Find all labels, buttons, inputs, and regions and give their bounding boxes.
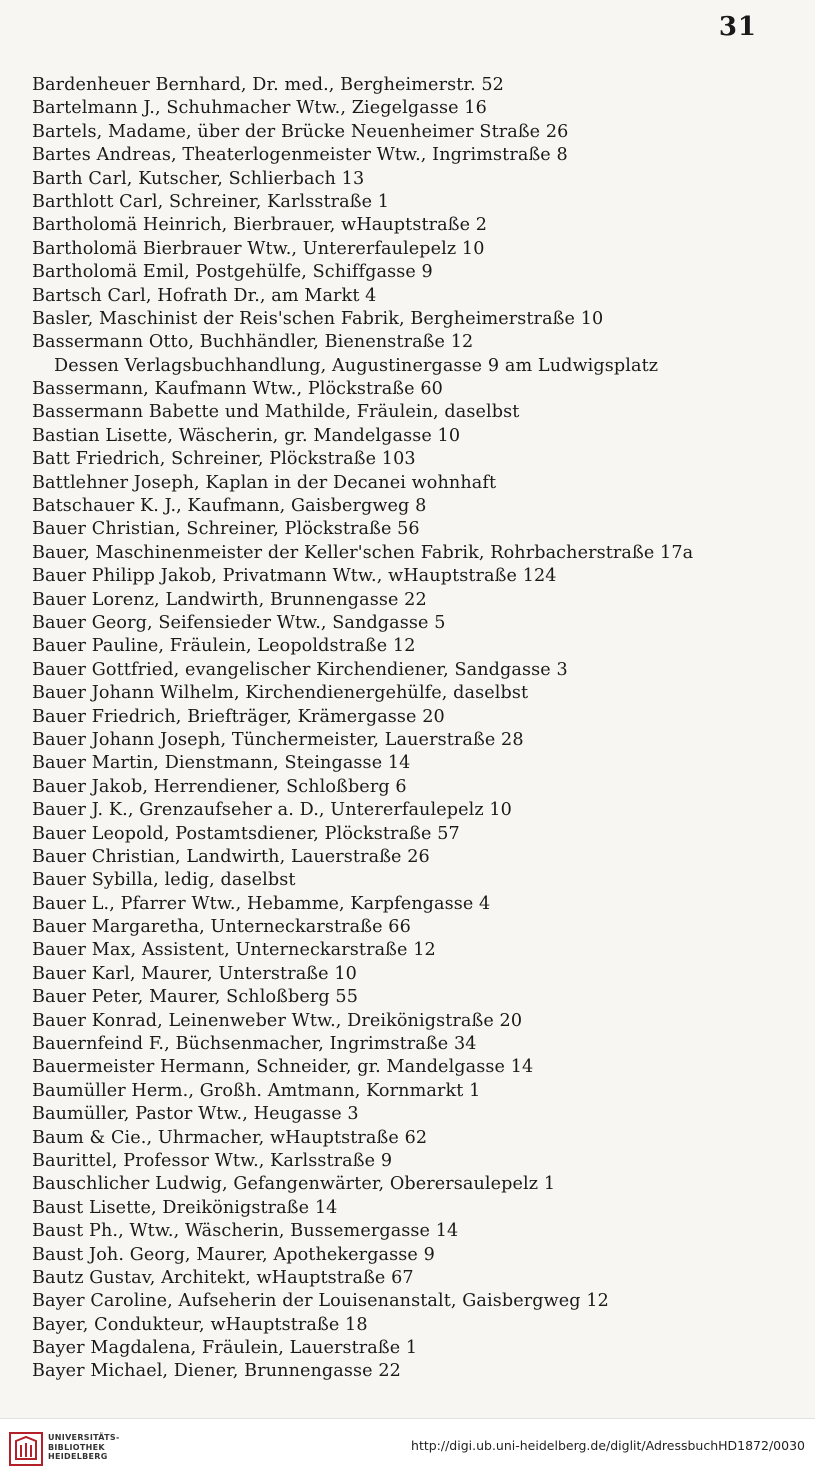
- address-entry: Barth Carl, Kutscher, Schlierbach 13: [32, 168, 365, 189]
- address-entry: Bauer Karl, Maurer, Unterstraße 10: [32, 963, 357, 984]
- address-entry: Bauer L., Pfarrer Wtw., Hebamme, Karpfengasse 4: [32, 893, 491, 914]
- address-entry: Bartsch Carl, Hofrath Dr., am Markt 4: [32, 285, 377, 306]
- address-entry: Baust Joh. Georg, Maurer, Apothekergasse 9: [32, 1244, 435, 1265]
- address-entry: Bartels, Madame, über der Brücke Neuenheimer Straße 26: [32, 121, 569, 142]
- address-entry: Baust Lisette, Dreikönigstraße 14: [32, 1197, 338, 1218]
- address-entry: Bardenheuer Bernhard, Dr. med., Bergheimerstr. 52: [32, 75, 504, 95]
- address-entry: Bayer Michael, Diener, Brunnengasse 22: [32, 1361, 401, 1382]
- address-entry: Bassermann, Kaufmann Wtw., Plöckstraße 60: [32, 379, 443, 400]
- address-entry: Bartholomä Emil, Postgehülfe, Schiffgasse 9: [32, 262, 433, 283]
- viewer-footer: [0, 1418, 815, 1477]
- address-entry: Batschauer K. J., Kaufmann, Gaisbergweg 8: [32, 496, 427, 517]
- address-entry: Battlehner Joseph, Kaplan in der Decanei wohnhaft: [32, 472, 497, 493]
- address-entry: Bayer, Condukteur, wHauptstraße 18: [32, 1314, 368, 1335]
- address-entry: Bauer Margaretha, Unterneckarstraße 66: [32, 917, 411, 938]
- source-url-link[interactable]: http://digi.ub.uni-heidelberg.de/diglit/AdressbuchHD1872/0030: [411, 1438, 805, 1453]
- library-name-line: BIBLIOTHEK: [48, 1442, 105, 1452]
- address-entry: Bauer Pauline, Fräulein, Leopoldstraße 12: [32, 636, 416, 657]
- address-entry: Bartholomä Heinrich, Bierbrauer, wHauptstraße 2: [32, 215, 488, 236]
- address-entry: Bauer Philipp Jakob, Privatmann Wtw., wHauptstraße 124: [32, 566, 557, 587]
- address-entry: Bauer Martin, Dienstmann, Steingasse 14: [32, 753, 411, 774]
- address-entry: Bartelmann J., Schuhmacher Wtw., Ziegelgasse 16: [32, 98, 487, 119]
- address-entry: Bautz Gustav, Architekt, wHauptstraße 67: [32, 1267, 414, 1288]
- address-entry: Bauschlicher Ludwig, Gefangenwärter, Oberersaulepelz 1: [32, 1174, 556, 1195]
- address-entry: Bauermeister Hermann, Schneider, gr. Mandelgasse 14: [32, 1057, 534, 1078]
- address-entry: Basler, Maschinist der Reis'schen Fabrik, Bergheimerstraße 10: [32, 308, 604, 329]
- library-name: [48, 1433, 120, 1462]
- address-entry: Bauer Georg, Seifensieder Wtw., Sandgasse 5: [32, 612, 446, 633]
- page-number: 31: [718, 12, 757, 42]
- address-entry: Bauer J. K., Grenzaufseher a. D., Untererfaulepelz 10: [32, 800, 512, 821]
- address-entry: Bauer, Maschinenmeister der Keller'schen Fabrik, Rohrbacherstraße 17a: [32, 542, 694, 563]
- address-entry: Bayer Caroline, Aufseherin der Louisenanstalt, Gaisbergweg 12: [32, 1291, 609, 1312]
- address-entry: Bauer Johann Wilhelm, Kirchendienergehülfe, daselbst: [32, 683, 529, 704]
- address-entry: Bauer Peter, Maurer, Schloßberg 55: [32, 987, 359, 1008]
- address-entry: Bauer Sybilla, ledig, daselbst: [32, 870, 296, 891]
- address-entry: Baumüller Herm., Großh. Amtmann, Kornmarkt 1: [32, 1080, 481, 1101]
- address-entry: Bauer Friedrich, Briefträger, Krämergasse 20: [32, 706, 445, 727]
- address-entry: Baumüller, Pastor Wtw., Heugasse 3: [32, 1104, 359, 1125]
- address-entry: Bauer Jakob, Herrendiener, Schloßberg 6: [32, 776, 407, 797]
- address-entry: Bauer Johann Joseph, Tünchermeister, Lauerstraße 28: [32, 729, 524, 750]
- address-entry: Baum & Cie., Uhrmacher, wHauptstraße 62: [32, 1127, 428, 1148]
- address-entry: Bauer Lorenz, Landwirth, Brunnengasse 22: [32, 589, 427, 610]
- university-library-logo-icon: [8, 1431, 44, 1467]
- address-entry-list: [32, 74, 792, 1384]
- address-entry: Baust Ph., Wtw., Wäscherin, Bussemergasse 14: [32, 1221, 459, 1242]
- address-entry: Baurittel, Professor Wtw., Karlsstraße 9: [32, 1150, 393, 1171]
- address-entry: Bauer Christian, Landwirth, Lauerstraße 26: [32, 846, 430, 867]
- address-entry: Bauer Leopold, Postamtsdiener, Plöckstraße 57: [32, 823, 460, 844]
- address-entry: Bauer Konrad, Leinenweber Wtw., Dreikönigstraße 20: [32, 1010, 523, 1031]
- address-entry: Bastian Lisette, Wäscherin, gr. Mandelgasse 10: [32, 425, 461, 446]
- address-entry: Bauernfeind F., Büchsenmacher, Ingrimstraße 34: [32, 1034, 477, 1055]
- address-entry: Batt Friedrich, Schreiner, Plöckstraße 103: [32, 449, 416, 470]
- address-entry: Bayer Magdalena, Fräulein, Lauerstraße 1: [32, 1338, 418, 1359]
- address-entry: Dessen Verlagsbuchhandlung, Augustinergasse 9 am Ludwigsplatz: [54, 355, 659, 376]
- address-entry: Bartes Andreas, Theaterlogenmeister Wtw., Ingrimstraße 8: [32, 145, 568, 166]
- address-entry: Bassermann Babette und Mathilde, Fräulein, daselbst: [32, 402, 520, 423]
- library-name-line: UNIVERSITÄTS-: [48, 1433, 120, 1442]
- address-entry: Bartholomä Bierbrauer Wtw., Untererfaulepelz 10: [32, 238, 485, 259]
- library-name-line: HEIDELBERG: [48, 1452, 108, 1461]
- address-entry: Bauer Christian, Schreiner, Plöckstraße 56: [32, 519, 420, 540]
- address-entry: Bauer Max, Assistent, Unterneckarstraße 12: [32, 940, 436, 961]
- address-entry: Barthlott Carl, Schreiner, Karlsstraße 1: [32, 191, 390, 212]
- address-entry: Bassermann Otto, Buchhändler, Bienenstraße 12: [32, 332, 474, 353]
- address-entry: Bauer Gottfried, evangelischer Kirchendiener, Sandgasse 3: [32, 659, 568, 680]
